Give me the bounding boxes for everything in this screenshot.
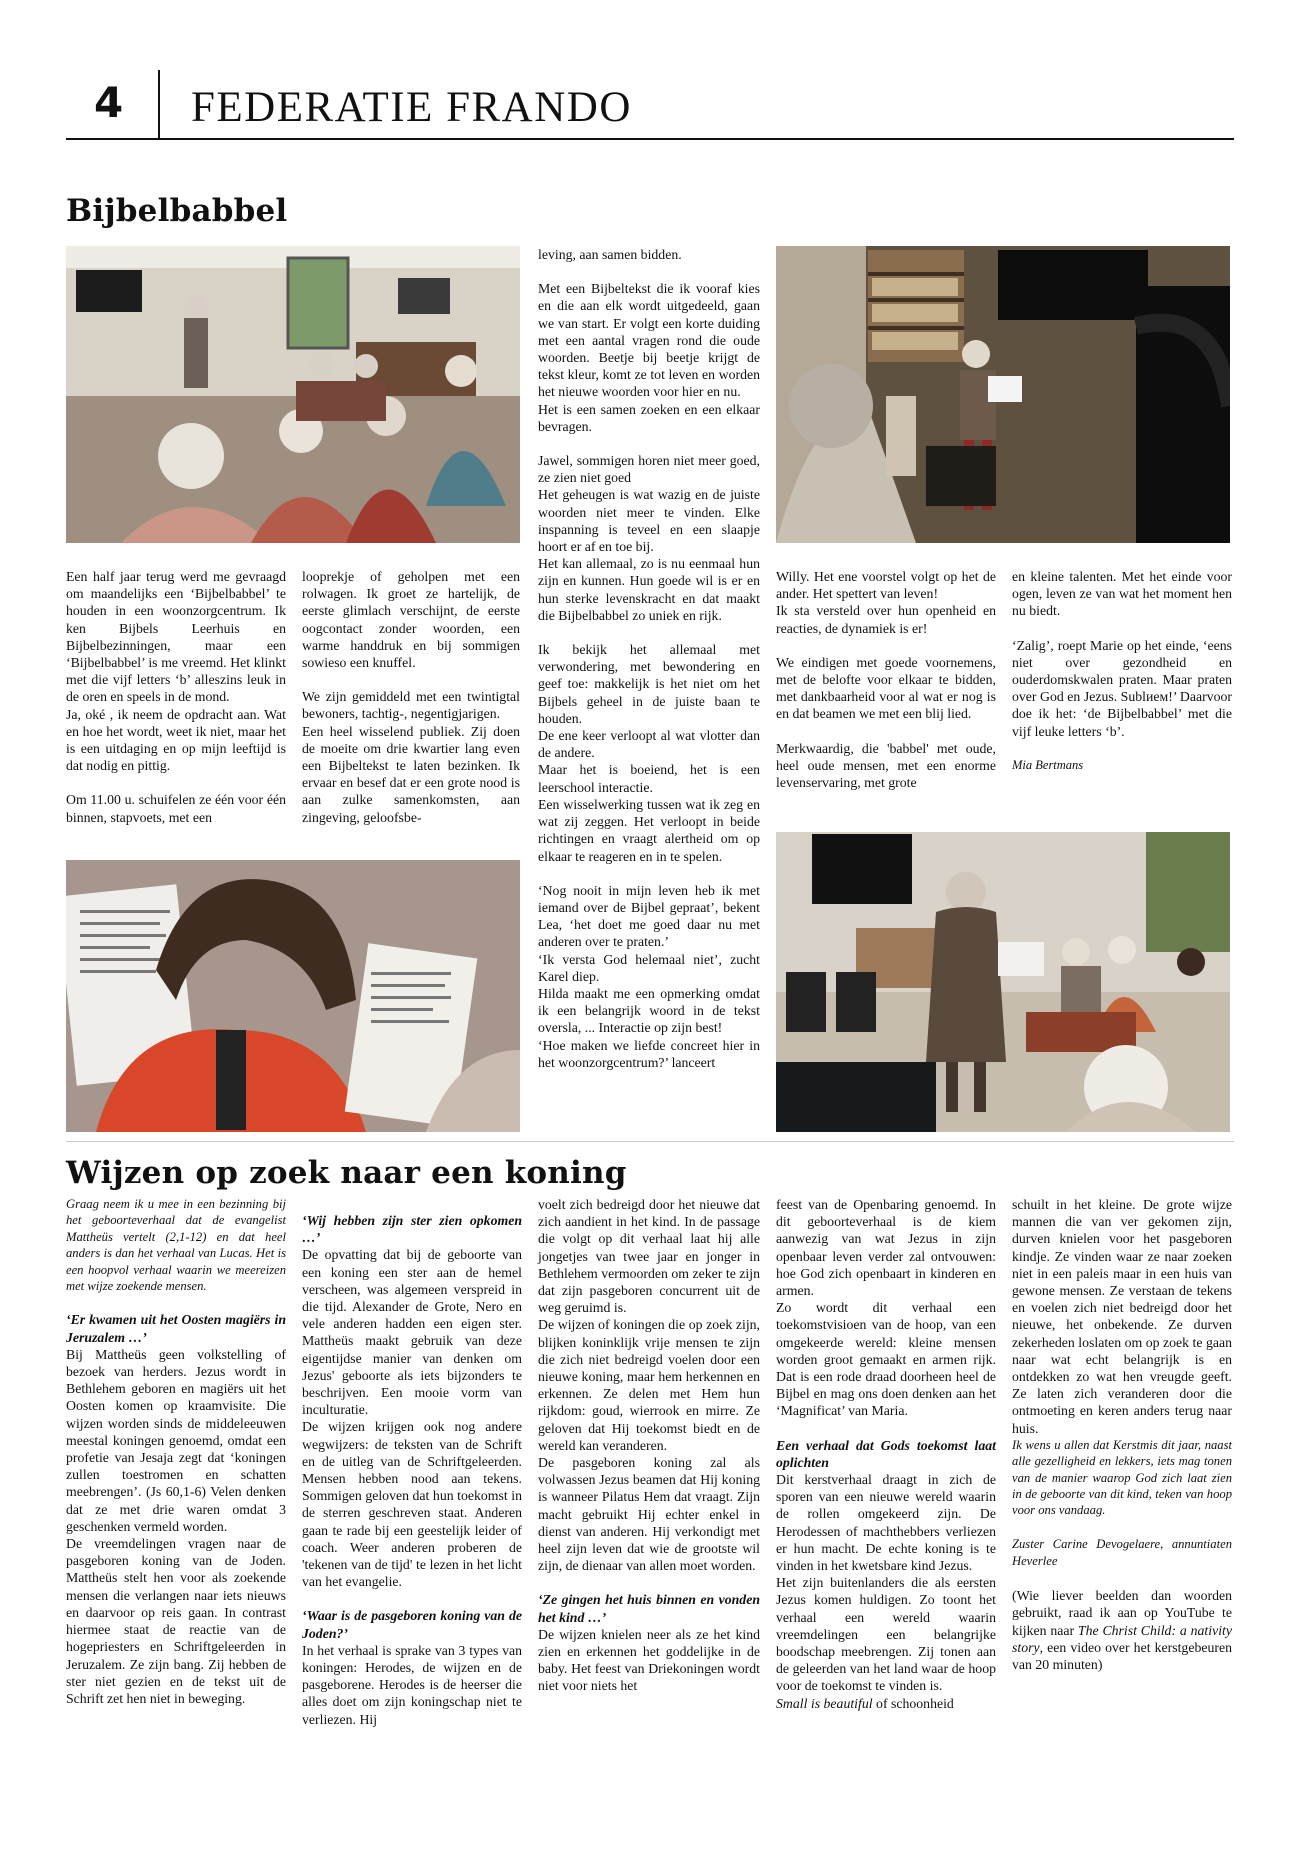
paragraph: Hilda maakt me een opmerking omdat ik een belangrijk woord in de tekst oversla, ... Interactie op zijn best! <box>538 985 760 1036</box>
text-run: (Wie liever beelden dan woorden gebruikt, raad ik aan op YouTube te kijken naar <box>1012 1588 1232 1638</box>
paragraph: ‘Ik versta God helemaal niet’, zucht Karel diep. <box>538 951 760 984</box>
article1-column-3 <box>538 246 760 1071</box>
paragraph: leving, aan samen bidden. <box>538 247 682 262</box>
closing-wish: Ik wens u allen dat Kerstmis dit jaar, naast alle gezelligheid en lekkers, iets mag tonen van de manier waarop God zich laat zien in de geboorte van dit kind, teken van hoop voor ons vandaag. <box>1012 1437 1232 1518</box>
article2-intro: Graag neem ik u mee in een bezinning bij het geboorteverhaal dat de evangelist Mattheüs vertelt (2,1-12) en dat heel anders is dan het verhaal van Lucas. Het is een hoopvol verhaal waarin we meereizen met wijze zoekende mensen. <box>66 1197 286 1294</box>
paragraph: We eindigen met goede voornemens, met de belofte voor elkaar te bidden, met dankbaarheid voor al wat er nog is en dat beamen we met een blij lied. <box>776 654 996 722</box>
paragraph: ‘Nog nooit in mijn leven heb ik met iemand over de Bijbel gepraat’, bekent Lea, ‘het doet me goed daar nu met anderen over te praten.’ <box>538 882 760 950</box>
paragraph: De ene keer verloopt al wat vlotter dan de andere. <box>538 728 760 761</box>
paragraph: Jawel, sommigen horen niet meer goed, ze zien niet goed <box>538 453 760 486</box>
masthead <box>66 70 1234 140</box>
photo-group-meeting <box>66 246 520 543</box>
subheading: ‘Ze gingen het huis binnen en vonden het kind …’ <box>538 1592 760 1625</box>
paragraph: Om 11.00 u. schuifelen ze één voor één binnen, stapvoets, met een <box>66 792 286 825</box>
photo-woman-reading <box>776 246 1230 543</box>
paragraph: De wijzen krijgen ook nog andere wegwijzers: de teksten van de Schrift en de uitleg van de Schriftgeleerden. Mensen hebben nood aan tekens. Sommigen geloven dat hun toekomst in de sterren geschreven staat. Anderen gaan te rade bij een geestelijk leider of coach. Weer anderen proberen de 'tekenen van de tijd' te lezen in het licht van het evangelie. <box>302 1419 522 1590</box>
paragraph: Het geheugen is wat wazig en de juiste woorden niet meer te vinden. Elke inspanning is teveel en een slaapje hoort er af en toe bij. <box>538 487 760 555</box>
subheading: ‘Wij hebben zijn ster zien opkomen …’ <box>302 1213 522 1246</box>
paragraph: Het is een samen zoeken en een elkaar bevragen. <box>538 401 760 434</box>
paragraph: De wijzen of koningen die op zoek zijn, blijken koninklijk vrije mensen te zijn die zich niet bedreigd voelen door een nieuwe koning, maar hem herkennen en erkennen. Ze delen met Hem hun rijkdom: goud, wierrook en mirre. Ze geloven dat Hij toekomst biedt en de wereld kan veranderen. <box>538 1317 760 1453</box>
paragraph: In het verhaal is sprake van 3 types van koningen: Herodes, de wijzen en de pasgeborene. Herodes is de heerser die alles doet om zijn koningschap niet te verliezen. Hij <box>302 1642 522 1727</box>
subheading: ‘Waar is de pasgeboren koning van de Joden?’ <box>302 1608 522 1641</box>
page-number: 4 <box>94 78 124 127</box>
article1-column-5 <box>1012 568 1232 774</box>
paragraph: Bij Mattheüs geen volkstelling of bezoek van herders. Jezus wordt in Bethlehem geboren en magiërs uit het Oosten komen op kraamvisite. Die wijzen worden sinds de middeleeuwen meestal koningen genoemd, omdat een profetie van Jesaja zegt dat ‘koningen zullen toestromen en schatten meebrengen’. (Js 60,1-6) Velen denken dat ze met drie waren omdat 3 geschenken vermeld worden. <box>66 1346 286 1534</box>
paragraph: Ik sta versteld over hun openheid en reacties, de dynamiek is er! <box>776 603 996 636</box>
paragraph: Dit kerstverhaal draagt in zich de sporen van een nieuwe wereld waarin de rollen omgekeerd zijn. De Herodessen of machthebbers verliezen er hun macht. De echte koning is te vinden in het kwetsbare kind Jezus. <box>776 1472 996 1574</box>
paragraph: De vreemdelingen vragen naar de pasgeboren koning van de Joden. Mattheüs stelt hen voor als zoekende mensen die verlangen naar iets nieuws en daarvoor op reis gaan. In contrast hiermee staat de reactie van de hogepriesters en Schriftgeleerden in Jeruzalem. Ze zijn bang. Zij hebben de ster niet gezien en de tekst uit de Schrift zet hen niet in beweging. <box>66 1536 286 1706</box>
paragraph: Een wisselwerking tussen wat ik zeg en wat zij zeggen. Het verloopt in beide richtingen en vraagt alertheid om op elkaar te reageren en in te spelen. <box>538 796 760 864</box>
paragraph: De pasgeboren koning zal als volwassen Jezus beamen dat Hij koning is wanneer Pilatus Hem dat vraagt. Zijn macht gebruikt Hij echter enkel in dienst van anderen. Hij verkondigt met heel zijn leven dat wie de grootste wil zijn, de dienaar van allen moet worden. <box>538 1455 760 1574</box>
paragraph: De wijzen knielen neer als ze het kind zien en erkennen het goddelijke in de baby. Het feest van Driekoningen wordt niet voor niets het <box>538 1626 760 1694</box>
paragraph: Willy. Het ene voorstel volgt op het de ander. Het spettert van leven! <box>776 569 996 602</box>
paragraph: Een half jaar terug werd me gevraagd om maandelijks een ‘Bijbelbabbel’ te houden in een woonzorgcentrum. Ik ken Bijbels Leerhuis en Bijbelbezinningen, maar een ‘Bijbelbabbel’ is me vreemd. Het klinkt met die vijf letters ‘b’ alleszins leuk in de oren en speels in de mond. <box>66 569 286 705</box>
subheading: ‘Er kwamen uit het Oosten magiërs in Jeruzalem …’ <box>66 1312 286 1345</box>
article1-column-4 <box>776 568 996 791</box>
article1-column-2 <box>302 568 520 826</box>
paragraph: Het kan allemaal, zo is nu eenmaal hun zijn en kunnen. Hun goede wil is er en hun sterke levenskracht en dat maakt die Bijbelbabbel zo uniek en rijk. <box>538 556 760 623</box>
text-run: of schoonheid <box>872 1695 954 1711</box>
article1-column-1 <box>66 568 286 826</box>
paragraph: feest van de Openbaring genoemd. In dit geboorteverhaal is de kiem aanwezig van wat Jezus in zijn openbaar leven verder zal ontvouwen: hoe God zich openbaart in kinderen en armen. <box>776 1197 996 1299</box>
article2-column-5 <box>1012 1196 1232 1673</box>
photo-speaker-microphone <box>776 832 1230 1132</box>
article2-column-2 <box>302 1212 522 1728</box>
text-run: , een video over het kerstgebeuren van 20 minuten) <box>1012 1639 1232 1673</box>
article1-title: Bijbelbabbel <box>66 193 288 229</box>
photo-reading-sheet <box>66 860 520 1132</box>
paragraph: Het zijn buitenlanders die als eersten Jezus komen huldigen. Zo toont het verhaal een wereld waarin vreemdelingen een belangrijke boodschap meebrengen. Zij tonen aan de geleerden van het land waar de hoop voor de toekomst te vinden is. <box>776 1575 996 1694</box>
article2-column-4 <box>776 1196 996 1712</box>
paragraph: Maar het is boeiend, het is een leerschool interactie. <box>538 762 760 795</box>
paragraph: Met een Bijbeltekst die ik vooraf kies en die aan elk wordt uitgedeeld, gaan we van start. Er volgt een korte duiding met een aantal vragen rond die oude woorden. Beetje bij beetje krijgt de tekst kleur, komt ze tot leven en worden het nieuwe woorden voor hier en nu. <box>538 281 760 400</box>
italic-phrase: Small is beautiful <box>776 1695 873 1711</box>
article2-column-3 <box>538 1196 760 1695</box>
article2-author: Zuster Carine Devogelaere, annuntiaten Heverlee <box>1012 1536 1232 1569</box>
paragraph: Zo wordt dit verhaal een toekomstvisioen van de hoop, van een omgekeerde wereld: kleine mensen worden groot gemaakt en armen rijk. Dat is een rode draad doorheen heel de Bijbel en mag ons doen denken aan het ‘Magnificat’ van Maria. <box>776 1300 996 1419</box>
paragraph: Een heel wisselend publiek. Zij doen de moeite om drie kwartier lang even een Bijbeltekst te laten bezinken. Ik ervaar en besef dat er een grote nood is aan zulke samenkomsten, aan zingeving, geloofsbe- <box>302 723 520 825</box>
paragraph: schuilt in het kleine. De grote wijze mannen die van ver gekomen zijn, durven knielen voor het pasgeboren kindje. Ze vinden waar ze naar zoeken niet in een paleis maar in een huis van gewone mensen. Ze verstaan de tekens en voelen zich niet bedreigd door het nieuwe, het onbekende. Ze durven zekerheden loslaten om op zoek te gaan naar wat echt belangrijk is en ontdekken zo wat hen vreugde geeft. Ze laten zich veranderen door die ontmoeting en keren anders terug naar huis. <box>1012 1197 1232 1436</box>
paragraph: Ja, oké , ik neem de opdracht aan. Wat en hoe het wordt, weet ik niet, maar het is een uitdaging en op mijn leeftijd is dat nodig en pittig. <box>66 706 286 774</box>
article1-author: Mia Bertmans <box>1012 757 1084 772</box>
article2-title: Wijzen op zoek naar een koning <box>66 1155 627 1191</box>
publication-title: FEDERATIE FRANDO <box>191 84 632 131</box>
video-note <box>1012 1587 1232 1673</box>
paragraph: ‘Zalig’, roept Marie op het einde, ‘eens niet over gezondheid en ouderdomskwalen praten. Maar praten over God en Jezus. Sublием!’ Daarvoor doe ik het: ‘de Bijbelbabbel’ met die vijf leuke letters ‘b’. <box>1012 637 1232 739</box>
paragraph: voelt zich bedreigd door het nieuwe dat zich aandient in het kind. In de passage die volgt op dit verhaal laat hij alle jongetjes van twee jaar en jonger in Bethlehem vermoorden om zeker te zijn dat zijn pasgeboren concurrent uit de weg geruimd is. <box>538 1197 760 1316</box>
article-separator <box>66 1141 1234 1142</box>
paragraph: looprekje of geholpen met een rolwagen. Ik groet ze hartelijk, de eerste glimlach verschijnt, de eerste oogcontact zonder woorden, een warme handdruk en bij sommigen sowieso een knuffel. <box>302 569 520 671</box>
paragraph: Ik bekijk het allemaal met verwondering, met bewondering en geef toe: makkelijk is het niet om het Bijbels geheel in de juiste baan te houden. <box>538 642 760 726</box>
video-title: The Christ Child: a nativity story <box>1012 1622 1232 1655</box>
paragraph: en kleine talenten. Met het einde voor ogen, leven ze van wat het moment hen nu biedt. <box>1012 569 1232 619</box>
article2-column-1 <box>66 1196 286 1707</box>
masthead-divider <box>158 70 160 138</box>
subheading: Een verhaal dat Gods toekomst laat oplichten <box>776 1437 996 1470</box>
paragraph: De opvatting dat bij de geboorte van een koning een ster aan de hemel verscheen, was algemeen verspreid in die tijd. Alexander de Grote, Nero en vele anderen hadden een eigen ster. Mattheüs maakt gebruik van deze eigentijdse manier van denken om Jezus' geboorte als iets bijzonders te beschrijven. Een mooie vorm van inculturatie. <box>302 1247 522 1418</box>
paragraph <box>776 1695 996 1712</box>
paragraph: We zijn gemiddeld met een twintigtal bewoners, tachtig-, negentigjarigen. <box>302 689 520 722</box>
paragraph: Merkwaardig, die 'babbel' met oude, heel oude mensen, met een enorme levenservaring, met grote <box>776 740 996 791</box>
paragraph: ‘Hoe maken we liefde concreet hier in het woonzorgcentrum?’ lanceert <box>538 1037 760 1070</box>
